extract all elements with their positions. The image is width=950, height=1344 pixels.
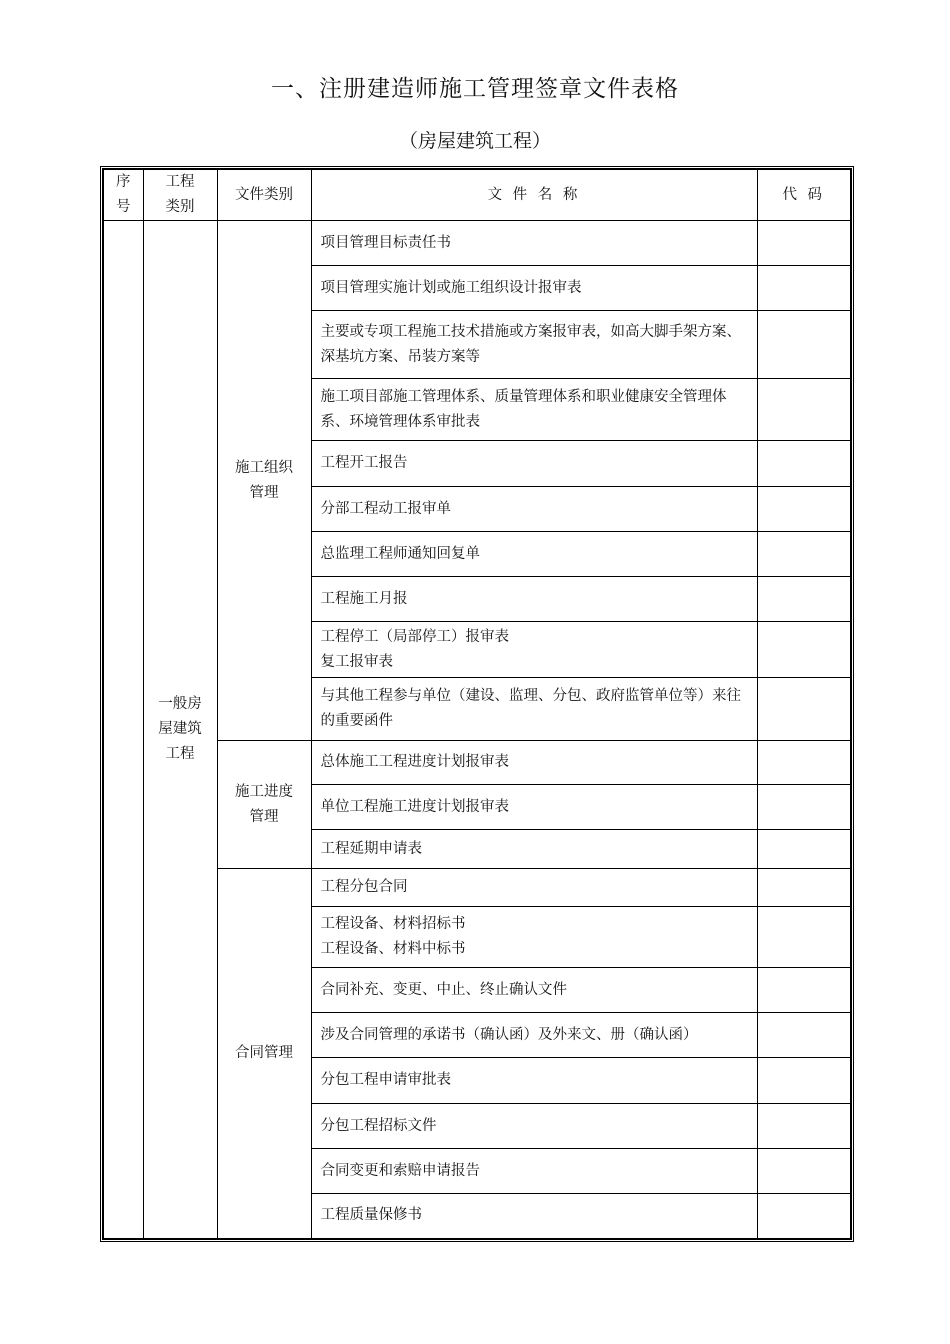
code-cell [757,379,851,441]
code-cell [757,678,851,741]
code-cell [757,1194,851,1239]
code-cell [757,622,851,678]
project-type-cell: 一般房屋建筑工程 [143,221,217,1239]
header-file-category: 文件类别 [217,169,311,221]
document-table [102,168,852,1240]
file-name-cell: 主要或专项工程施工技术措施或方案报审表，如高大脚手架方案、深基坑方案、吊装方案等 [311,311,757,379]
file-name-cell: 分部工程动工报审单 [311,487,757,532]
code-cell [757,785,851,830]
page-subtitle: （房屋建筑工程） [398,130,551,152]
table-header-row [103,169,851,221]
code-cell [757,221,851,266]
file-name-cell: 工程质量保修书 [311,1194,757,1239]
header-project-type: 工程类别 [143,169,217,221]
file-name-cell: 工程开工报告 [311,441,757,487]
file-name-cell: 工程停工（局部停工）报审表 复工报审表 [311,622,757,678]
code-cell [757,741,851,785]
code-cell [757,532,851,577]
file-name-cell: 合同补充、变更、中止、终止确认文件 [311,968,757,1013]
code-cell [757,1058,851,1104]
code-cell [757,441,851,487]
file-name-cell: 分包工程申请审批表 [311,1058,757,1104]
header-code: 代 码 [757,169,851,221]
file-name-cell: 单位工程施工进度计划报审表 [311,785,757,830]
file-name-cell: 分包工程招标文件 [311,1104,757,1149]
code-cell [757,968,851,1013]
code-cell [757,577,851,622]
category-contract: 合同管理 [217,869,311,1239]
file-name-cell: 合同变更和索赔申请报告 [311,1149,757,1194]
file-name-cell: 总体施工工程进度计划报审表 [311,741,757,785]
page-title: 一、注册建造师施工管理签章文件表格 [271,76,679,102]
code-cell [757,869,851,907]
file-name-cell: 项目管理实施计划或施工组织设计报审表 [311,266,757,311]
category-construction-org: 施工组织管理 [217,221,311,741]
seq-cell [103,221,143,1239]
file-name-cell: 涉及合同管理的承诺书（确认函）及外来文、册（确认函） [311,1013,757,1058]
code-cell [757,487,851,532]
file-name-cell: 与其他工程参与单位（建设、监理、分包、政府监管单位等）来往的重要函件 [311,678,757,741]
file-name-cell: 工程施工月报 [311,577,757,622]
file-name-cell: 工程延期申请表 [311,830,757,869]
file-name-cell: 总监理工程师通知回复单 [311,532,757,577]
code-cell [757,1013,851,1058]
file-name-cell: 工程设备、材料招标书 工程设备、材料中标书 [311,907,757,968]
category-schedule: 施工进度管理 [217,741,311,869]
table-row [103,221,851,266]
file-name-cell: 施工项目部施工管理体系、质量管理体系和职业健康安全管理体系、环境管理体系审批表 [311,379,757,441]
header-seq: 序号 [103,169,143,221]
code-cell [757,1149,851,1194]
file-name-cell: 项目管理目标责任书 [311,221,757,266]
code-cell [757,907,851,968]
file-name-cell: 工程分包合同 [311,869,757,907]
header-file-name: 文 件 名 称 [311,169,757,221]
code-cell [757,266,851,311]
code-cell [757,1104,851,1149]
code-cell [757,311,851,379]
code-cell [757,830,851,869]
